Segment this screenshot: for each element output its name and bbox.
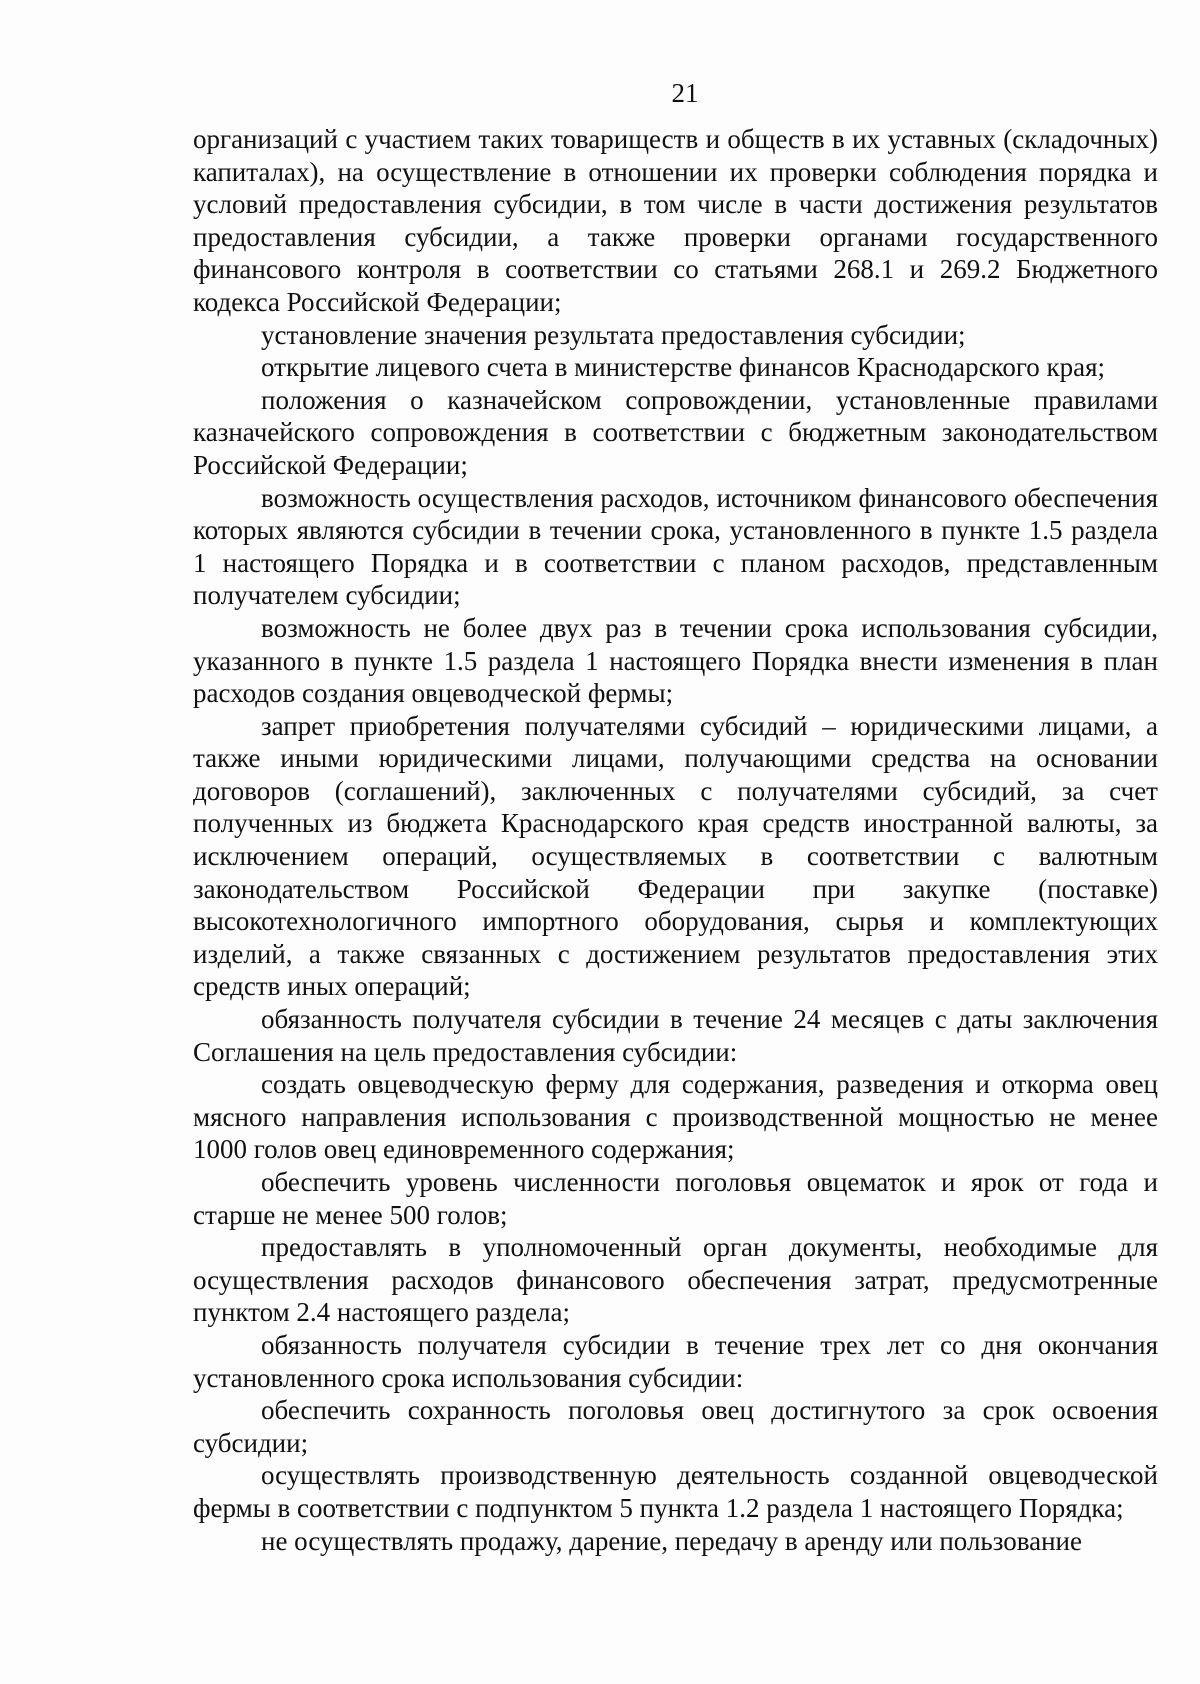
paragraph: обязанность получателя субсидии в течение трех лет со дня окончания установленного срока использования субсидии: bbox=[193, 1329, 1158, 1393]
paragraph: предоставлять в уполномоченный орган документы, необходимые для осуществления расходов финансового обеспечения затрат, предусмотренные пунктом 2.4 настоящего раздела; bbox=[193, 1232, 1158, 1328]
paragraph: открытие лицевого счета в министерстве финансов Краснодарского края; bbox=[261, 352, 1106, 383]
page-number: 21 bbox=[671, 78, 699, 108]
paragraph: осуществлять производственную деятельность созданной овцеводческой фермы в соответствии с подпунктом 5 пункта 1.2 раздела 1 настоящего Порядка; bbox=[193, 1460, 1158, 1523]
paragraph: возможность не более двух раз в течении срока использования субсидии, указанного в пункте 1.5 раздела 1 настоящего Порядка внести изменения в план расходов создания овцеводческой фермы; bbox=[193, 612, 1158, 709]
paragraph: возможность осуществления расходов, источником финансового обеспечения которых являются субсидии в течении срока, установленного в пункте 1.5 раздела 1 настоящего Порядка и в соответствии с планом расходов, представленным получателем субсидии; bbox=[193, 482, 1158, 611]
paragraph: обязанность получателя субсидии в течение 24 месяцев с даты заключения Соглашения на цель предоставления субсидии: bbox=[193, 1004, 1158, 1067]
paragraph: обеспечить уровень численности поголовья овцематок и ярок от года и старше не менее 500 голов; bbox=[193, 1167, 1158, 1230]
document-body bbox=[193, 123, 1158, 1557]
paragraph: не осуществлять продажу, дарение, передачу в аренду или пользование bbox=[261, 1525, 1082, 1556]
paragraph: установление значения результата предоставления субсидии; bbox=[261, 319, 966, 350]
paragraph: обеспечить сохранность поголовья овец достигнутого за срок освоения субсидии; bbox=[193, 1395, 1158, 1458]
paragraph: создать овцеводческую ферму для содержания, разведения и откорма овец мясного направления использования с производственной мощностью не менее 1000 голов овец единовременного содержания; bbox=[193, 1069, 1158, 1165]
paragraph: положения о казначейском сопровождении, установленные правилами казначейского сопровождения в соответствии с бюджетным законодательством Российской Федерации; bbox=[193, 384, 1158, 480]
paragraph: запрет приобретения получателями субсидий – юридическими лицами, а также иными юридическими лицами, получающими средства на основании договоров (соглашений), заключенных с получателями субсидий, за счет полученных из бюджета Краснодарского края средств иностранной валюты, за исключением операций, осуществляемых в соответствии с валютным законодательством Российской Федерации при закупке (поставке) высокотехнологичного импортного оборудования, сырья и комплектующих изделий, а также связанных с достижением результатов предоставления этих средств иных операций; bbox=[193, 710, 1158, 1002]
paragraph-continuation: организаций с участием таких товариществ и обществ в их уставных (складочных) капиталах), на осуществление в отношении их проверки соблюдения порядка и условий предоставления субсидии, в том числе в части достижения результатов предоставления субсидии, а также проверки органами государственного финансового контроля в соответствии со статьями 268.1 и 269.2 Бюджетного кодекса Российской Федерации; bbox=[193, 124, 1158, 317]
